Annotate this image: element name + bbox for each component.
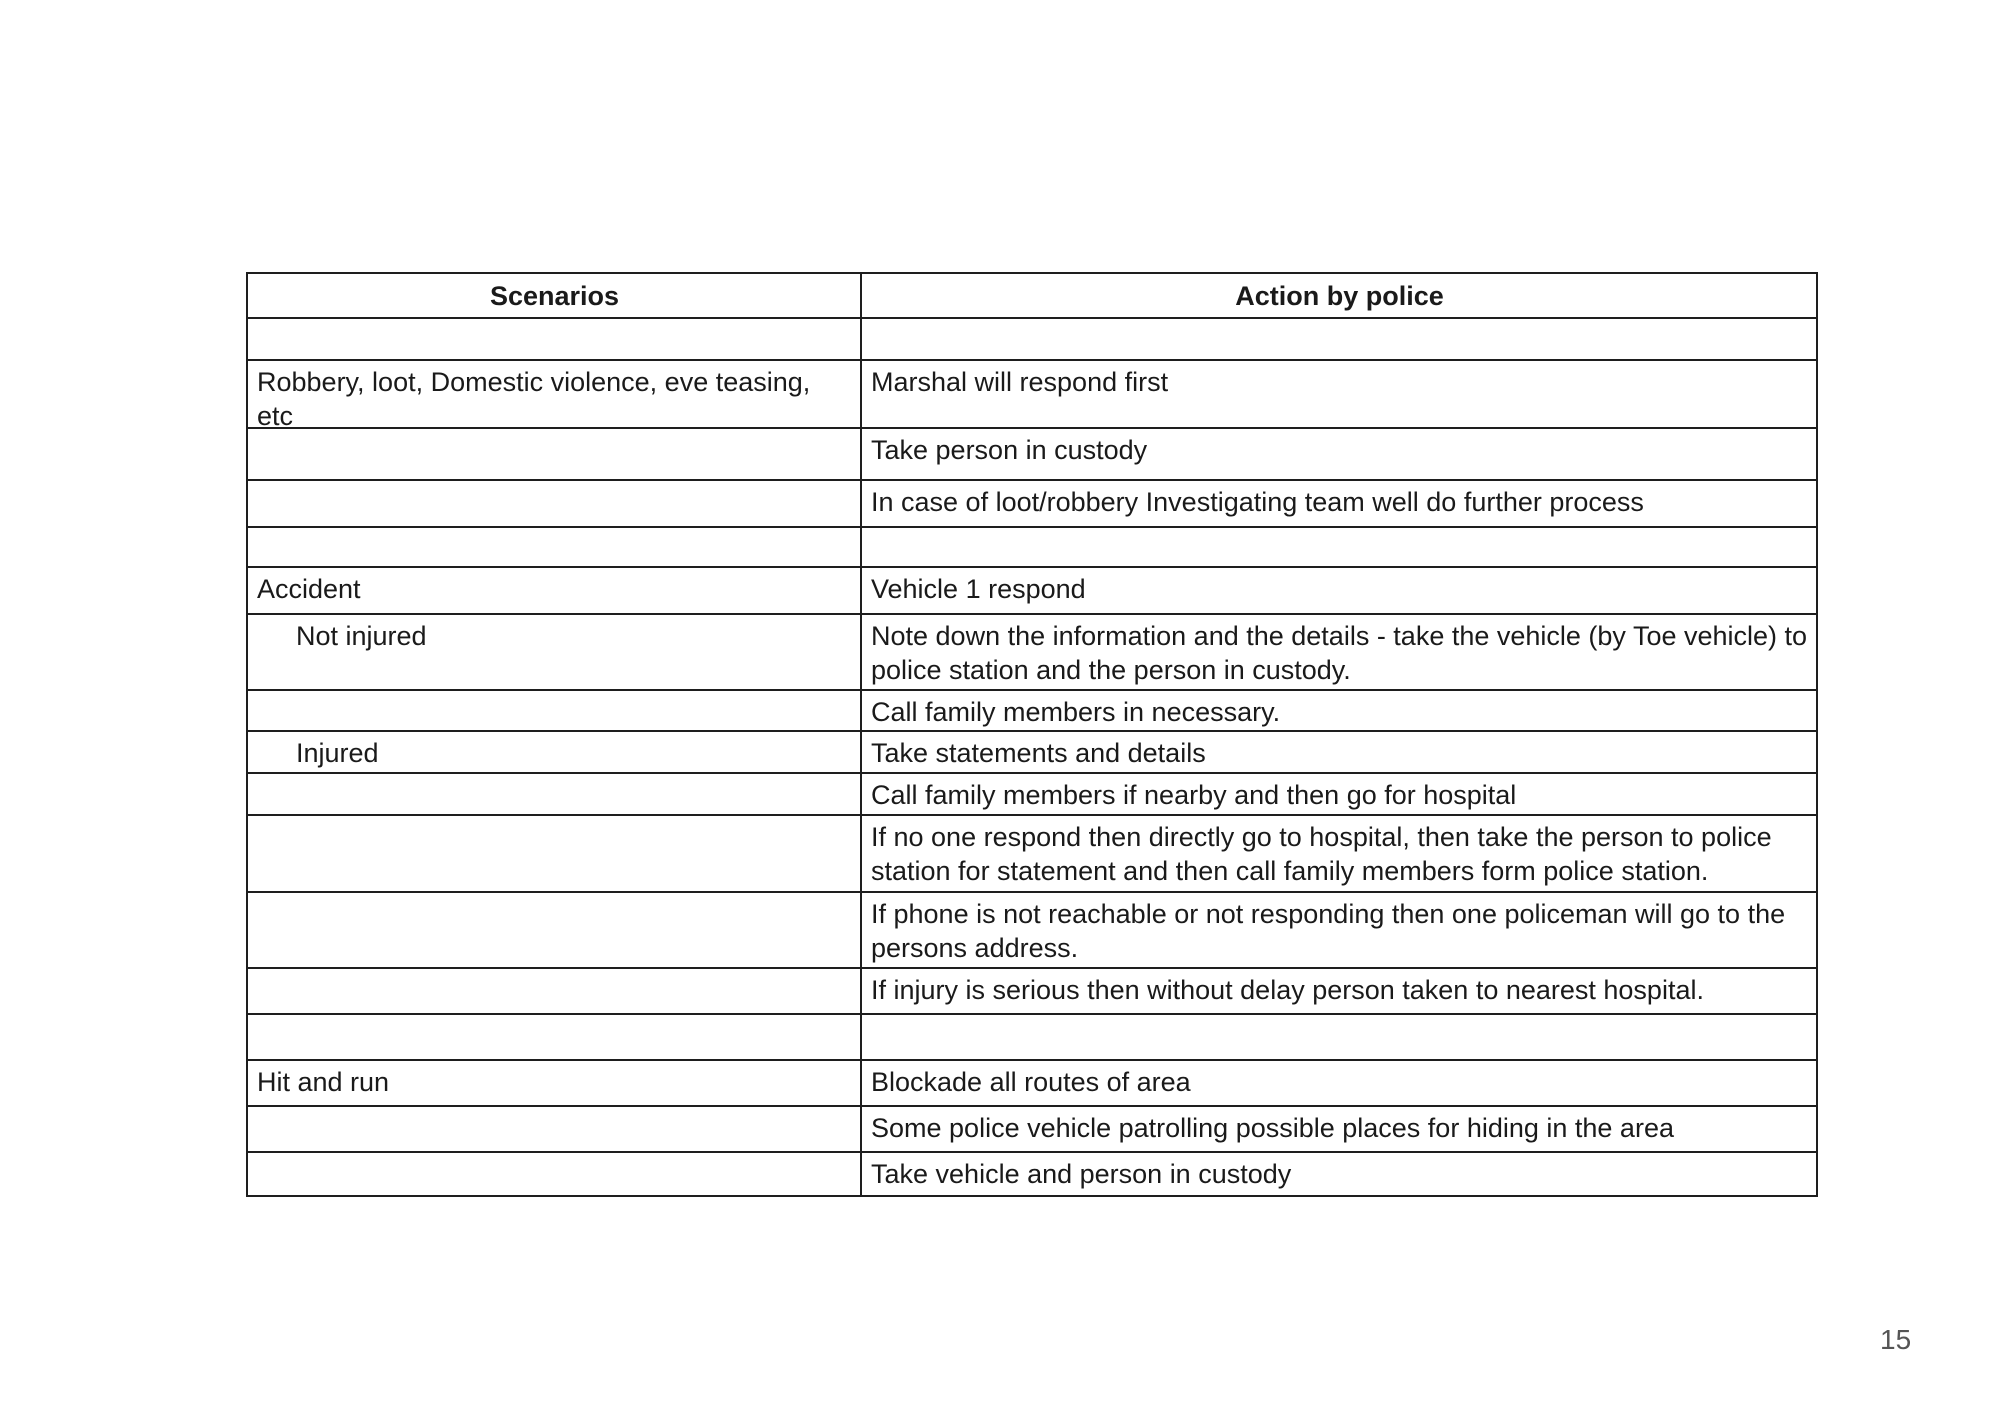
header-action-by-police: Action by police [860,274,1816,317]
table-row [248,427,1816,479]
scenario-cell [248,1015,860,1059]
table-row [248,1151,1816,1197]
scenario-cell: Robbery, loot, Domestic violence, eve teasing, etc [257,367,811,431]
action-cell [860,319,1816,359]
table-row [248,526,1816,566]
action-cell [860,528,1816,566]
action-cell: Some police vehicle patrolling possible places for hiding in the area [860,1107,1816,1151]
scenario-cell [248,774,860,814]
table-row [248,1013,1816,1059]
header-scenarios: Scenarios [489,281,620,311]
action-cell: Take statements and details [860,732,1816,772]
table-row [248,689,1816,730]
scenario-cell: Not injured [296,621,427,651]
table-row [248,772,1816,814]
table-row [248,613,1816,689]
scenario-cell: Accident [257,574,361,604]
table-row [248,891,1816,967]
scenario-cell [248,481,860,526]
scenario-cell [248,969,860,1013]
action-cell: Marshal will respond first [860,361,1816,427]
action-cell: Call family members in necessary. [860,691,1816,730]
scenario-cell [248,1153,860,1197]
table-row [248,730,1816,772]
scenarios-table [246,272,1818,1197]
action-cell: Take vehicle and person in custody [860,1153,1816,1197]
action-cell: If injury is serious then without delay person taken to nearest hospital. [860,969,1816,1013]
scenario-cell [248,816,860,891]
action-cell: In case of loot/robbery Investigating team well do further process [860,481,1816,526]
scenario-cell [248,429,860,479]
table-row [248,317,1816,359]
scenario-cell: Injured [296,738,379,768]
scenario-cell [248,691,860,730]
table-header-row [248,274,1816,317]
action-cell: If phone is not reachable or not responding then one policeman will go to the persons address. [860,893,1816,967]
scenario-cell [248,893,860,967]
table-row [248,967,1816,1013]
table-row [248,359,1816,431]
scenario-cell [248,528,860,566]
action-cell: If no one respond then directly go to hospital, then take the person to police station for statement and then call family members form police station. [860,816,1816,891]
scenario-cell [248,1107,860,1151]
action-cell: Note down the information and the details - take the vehicle (by Toe vehicle) to police station and the person in custody. [860,615,1816,689]
action-cell: Vehicle 1 respond [860,568,1816,613]
action-cell [860,1015,1816,1059]
table-row [248,479,1816,526]
scenario-cell: Hit and run [257,1067,390,1097]
table-row [248,1059,1816,1105]
action-cell: Blockade all routes of area [860,1061,1816,1105]
table-row [248,814,1816,891]
page-number: 15 [1880,1324,1912,1355]
table-row [248,1105,1816,1151]
action-cell: Take person in custody [860,429,1816,479]
action-cell: Call family members if nearby and then go for hospital [860,774,1816,814]
table-row [248,566,1816,613]
scenario-cell [248,319,860,359]
